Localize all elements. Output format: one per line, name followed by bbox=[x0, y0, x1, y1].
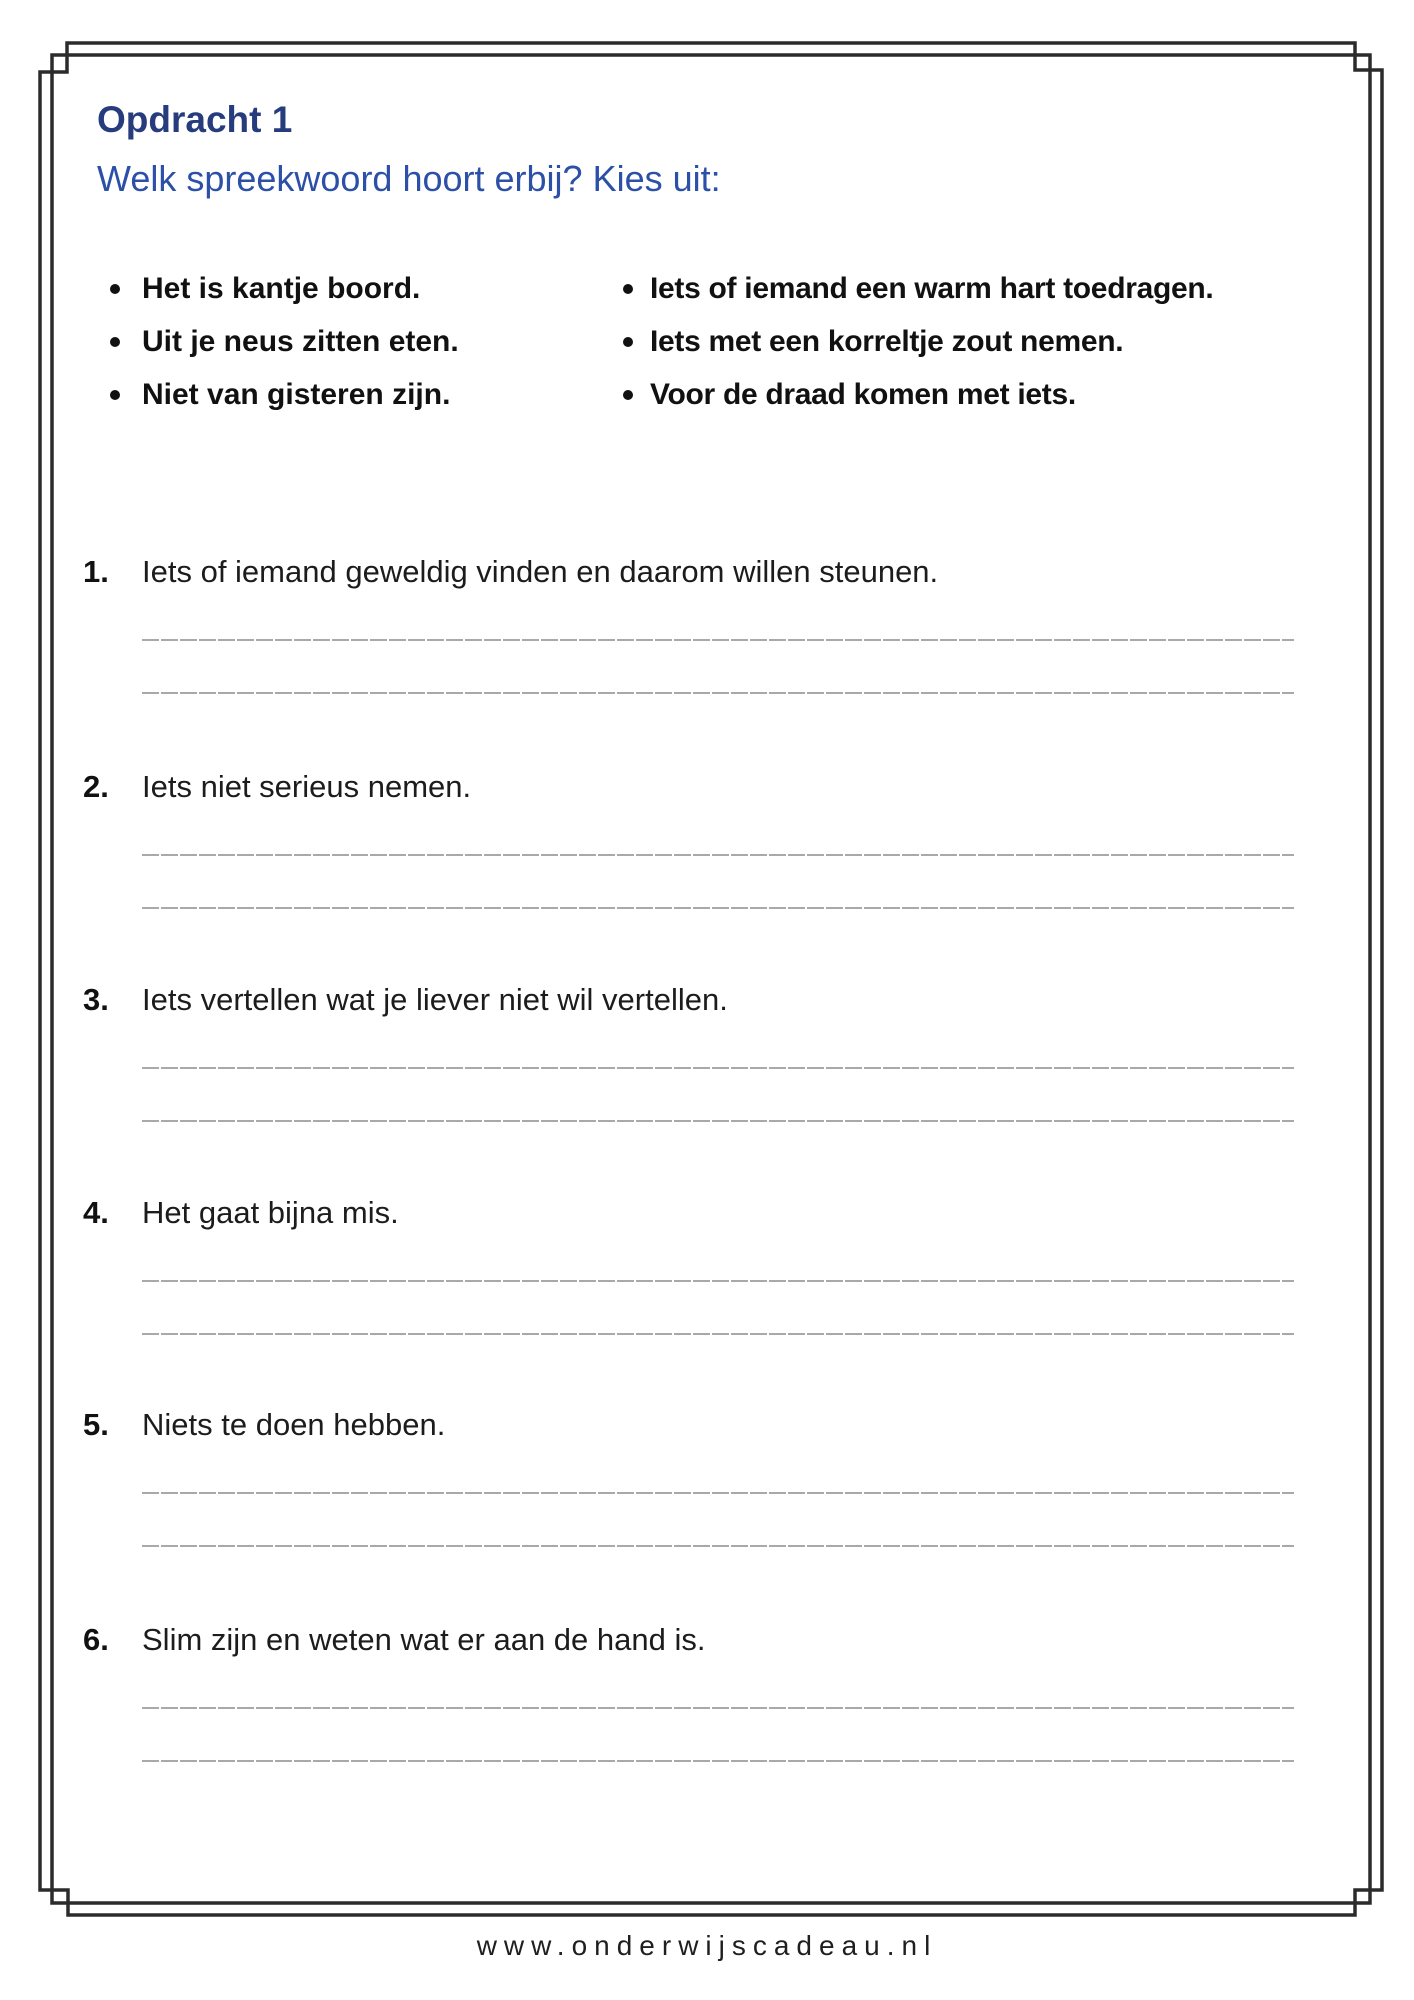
question-text-row bbox=[83, 1405, 445, 1445]
answer-line bbox=[142, 1280, 1294, 1282]
question-6 bbox=[0, 1620, 1414, 1790]
choice-label: Iets met een korreltje zout nemen. bbox=[650, 324, 1124, 358]
question-number: 5. bbox=[83, 1407, 109, 1442]
question-number: 2. bbox=[83, 769, 109, 804]
page-title: Opdracht 1 bbox=[97, 99, 293, 140]
question-number: 1. bbox=[83, 554, 109, 589]
choice-label: Het is kantje boord. bbox=[142, 271, 421, 305]
question-text: Iets of iemand geweldig vinden en daarom willen steunen. bbox=[142, 554, 939, 589]
question-2 bbox=[0, 767, 1414, 937]
footer-website-url: www.onderwijscadeau.nl bbox=[476, 1930, 938, 1961]
list-item bbox=[623, 315, 1213, 368]
question-text-row bbox=[83, 1193, 399, 1233]
answer-line bbox=[142, 1067, 1294, 1069]
question-text: Iets vertellen wat je liever niet wil vertellen. bbox=[142, 982, 728, 1017]
bullet-icon bbox=[623, 284, 633, 294]
choices-list-left bbox=[110, 262, 459, 421]
list-item bbox=[110, 315, 459, 368]
answer-line bbox=[142, 1707, 1294, 1709]
question-text: Iets niet serieus nemen. bbox=[142, 769, 472, 804]
list-item bbox=[623, 262, 1213, 315]
question-number: 4. bbox=[83, 1195, 109, 1230]
list-item bbox=[110, 368, 459, 421]
bullet-icon bbox=[623, 390, 633, 400]
answer-line bbox=[142, 692, 1294, 694]
choice-label: Uit je neus zitten eten. bbox=[142, 324, 459, 358]
question-text-row bbox=[83, 552, 938, 592]
question-5 bbox=[0, 1405, 1414, 1575]
question-text: Niets te doen hebben. bbox=[142, 1407, 446, 1442]
bullet-icon bbox=[110, 284, 120, 294]
choice-label: Voor de draad komen met iets. bbox=[650, 377, 1076, 411]
answer-line bbox=[142, 639, 1294, 641]
answer-line bbox=[142, 907, 1294, 909]
question-text-row bbox=[83, 1620, 705, 1660]
question-text-row bbox=[83, 767, 471, 807]
question-number: 6. bbox=[83, 1622, 109, 1657]
answer-line bbox=[142, 1492, 1294, 1494]
list-item bbox=[623, 368, 1213, 421]
page-subtitle: Welk spreekwoord hoort erbij? Kies uit: bbox=[97, 158, 721, 199]
choice-label: Iets of iemand een warm hart toedragen. bbox=[650, 271, 1214, 305]
answer-line bbox=[142, 1545, 1294, 1547]
question-4 bbox=[0, 1193, 1414, 1363]
bullet-icon bbox=[623, 337, 633, 347]
question-3 bbox=[0, 980, 1414, 1150]
choices-list-right bbox=[623, 262, 1213, 421]
question-text: Het gaat bijna mis. bbox=[142, 1195, 399, 1230]
question-text: Slim zijn en weten wat er aan de hand is. bbox=[142, 1622, 706, 1657]
bullet-icon bbox=[110, 337, 120, 347]
question-text-row bbox=[83, 980, 728, 1020]
bullet-icon bbox=[110, 390, 120, 400]
answer-line bbox=[142, 854, 1294, 856]
choice-label: Niet van gisteren zijn. bbox=[142, 377, 451, 411]
question-number: 3. bbox=[83, 982, 109, 1017]
answer-line bbox=[142, 1333, 1294, 1335]
list-item bbox=[110, 262, 459, 315]
answer-line bbox=[142, 1120, 1294, 1122]
answer-line bbox=[142, 1760, 1294, 1762]
question-1 bbox=[0, 552, 1414, 722]
